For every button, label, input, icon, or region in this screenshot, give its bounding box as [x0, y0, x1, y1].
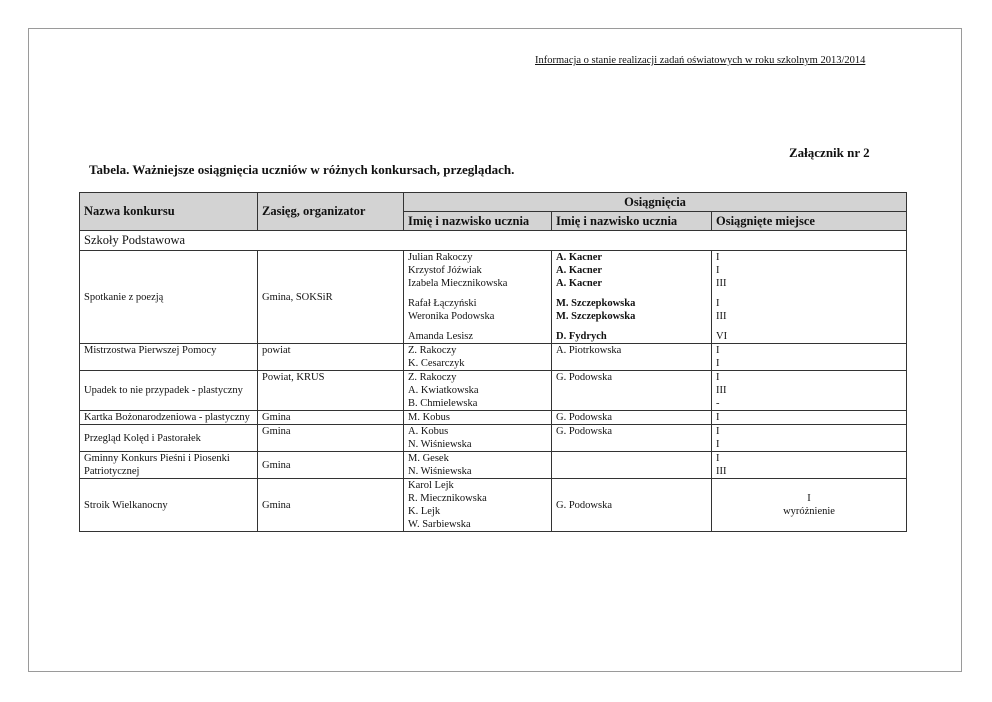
teachers-cell	[552, 411, 712, 425]
students-cell	[404, 479, 552, 532]
teacher-name: A. Piotrkowska	[556, 345, 622, 356]
col-header-student: Imię i nazwisko ucznia	[404, 212, 552, 231]
teacher-name: A. Kacner	[556, 278, 603, 289]
student-name: A. Kwiatkowska	[408, 385, 479, 396]
contest-cell: Mistrzostwa Pierwszej Pomocy	[80, 344, 258, 371]
table-row	[80, 411, 907, 425]
scope-cell: Gmina	[258, 479, 404, 532]
places-cell	[712, 411, 907, 425]
place-value: III	[716, 466, 727, 477]
scope-cell: Gmina	[258, 411, 404, 425]
student-name: N. Wiśniewska	[408, 466, 472, 477]
student-name: Julian Rakoczy	[408, 252, 473, 263]
col-header-achievements: Osiągnięcia	[404, 193, 907, 212]
teachers-cell	[552, 479, 712, 532]
teacher-name: G. Podowska	[556, 412, 613, 423]
table-row	[80, 452, 907, 479]
places-cell	[712, 425, 907, 452]
scope-cell: Powiat, KRUS	[258, 371, 404, 411]
student-name: M. Gesek	[408, 453, 449, 464]
place-value: I	[716, 358, 720, 369]
table-row	[80, 251, 907, 344]
place-value: I	[716, 439, 720, 450]
document-header-info: Informacja o stanie realizacji zadań oświatowych w roku szkolnym 2013/2014	[535, 55, 866, 66]
place-value: III	[716, 311, 727, 322]
place-value: I	[716, 265, 720, 276]
teachers-cell	[552, 371, 712, 411]
places-cell	[712, 344, 907, 371]
teachers-cell	[552, 452, 712, 479]
teacher-name: G. Podowska	[556, 372, 613, 383]
scope-cell: powiat	[258, 344, 404, 371]
contest-cell: Kartka Bożonarodzeniowa - plastyczny	[80, 411, 258, 425]
contest-cell: Stroik Wielkanocny	[80, 479, 258, 532]
places-cell	[712, 452, 907, 479]
student-name: R. Miecznikowska	[408, 493, 487, 504]
teacher-name: A. Kacner	[556, 265, 603, 276]
student-name: Amanda Lesisz	[408, 331, 474, 342]
student-name: Karol Lejk	[408, 480, 454, 491]
achievements-table	[79, 192, 907, 532]
section-row	[80, 231, 907, 251]
student-name: N. Wiśniewska	[408, 439, 472, 450]
place-value: I	[716, 298, 720, 309]
place-value: -	[716, 398, 720, 409]
place-value: I	[807, 493, 811, 504]
students-cell	[404, 371, 552, 411]
scope-cell: Gmina	[258, 452, 404, 479]
table-row	[80, 344, 907, 371]
students-cell	[404, 425, 552, 452]
contest-cell: Gminny Konkurs Pieśni i Piosenki Patriotycznej	[80, 452, 258, 479]
scope-cell: Gmina, SOKSiR	[258, 251, 404, 344]
places-cell	[712, 251, 907, 344]
teacher-name: A. Kacner	[556, 252, 603, 263]
col-header-scope: Zasięg, organizator	[258, 193, 404, 231]
teachers-cell	[552, 344, 712, 371]
student-name: Weronika Podowska	[408, 311, 495, 322]
student-name: B. Chmielewska	[408, 398, 478, 409]
student-name: Z. Rakoczy	[408, 345, 457, 356]
teacher-name: G. Podowska	[556, 426, 613, 437]
student-name: W. Sarbiewska	[408, 519, 471, 530]
place-value: I	[716, 453, 720, 464]
student-name: Izabela Miecznikowska	[408, 278, 508, 289]
place-value: VI	[716, 331, 728, 342]
contest-cell: Upadek to nie przypadek - plastyczny	[80, 371, 258, 411]
place-value: I	[716, 426, 720, 437]
places-cell	[712, 371, 907, 411]
place-value: I	[716, 252, 720, 263]
place-value: III	[716, 278, 727, 289]
col-header-teacher: Imię i nazwisko ucznia	[552, 212, 712, 231]
student-name: A. Kobus	[408, 426, 449, 437]
section-title: Szkoły Podstawowa	[80, 231, 907, 251]
teachers-cell	[552, 425, 712, 452]
place-value: I	[716, 412, 720, 423]
table-title: Tabela. Ważniejsze osiągnięcia uczniów w różnych konkursach, przeglądach.	[89, 162, 515, 177]
teachers-cell	[552, 251, 712, 344]
table-row	[80, 371, 907, 411]
students-cell	[404, 411, 552, 425]
teacher-name: M. Szczepkowska	[556, 298, 636, 309]
place-value: wyróżnienie	[783, 506, 835, 517]
contest-cell: Przegląd Kolęd i Pastorałek	[80, 425, 258, 452]
students-cell	[404, 251, 552, 344]
student-name: Krzystof Jóźwiak	[408, 265, 482, 276]
col-header-contest: Nazwa konkursu	[80, 193, 258, 231]
table-row	[80, 425, 907, 452]
teacher-name: D. Fydrych	[556, 331, 607, 342]
place-value: I	[716, 345, 720, 356]
col-header-place: Osiągnięte miejsce	[712, 212, 907, 231]
teacher-name: G. Podowska	[556, 499, 613, 511]
student-name: K. Cesarczyk	[408, 358, 465, 369]
place-value: I	[716, 372, 720, 383]
scope-cell: Gmina	[258, 425, 404, 452]
students-cell	[404, 344, 552, 371]
student-name: K. Lejk	[408, 506, 441, 517]
place-value: III	[716, 385, 727, 396]
student-name: M. Kobus	[408, 412, 451, 423]
students-cell	[404, 452, 552, 479]
teacher-name: M. Szczepkowska	[556, 311, 636, 322]
annex-label: Załącznik nr 2	[789, 145, 870, 160]
table-row	[80, 479, 907, 532]
student-name: Rafał Łączyński	[408, 298, 477, 309]
student-name: Z. Rakoczy	[408, 372, 457, 383]
places-cell	[712, 479, 907, 532]
contest-cell: Spotkanie z poezją	[80, 251, 258, 344]
